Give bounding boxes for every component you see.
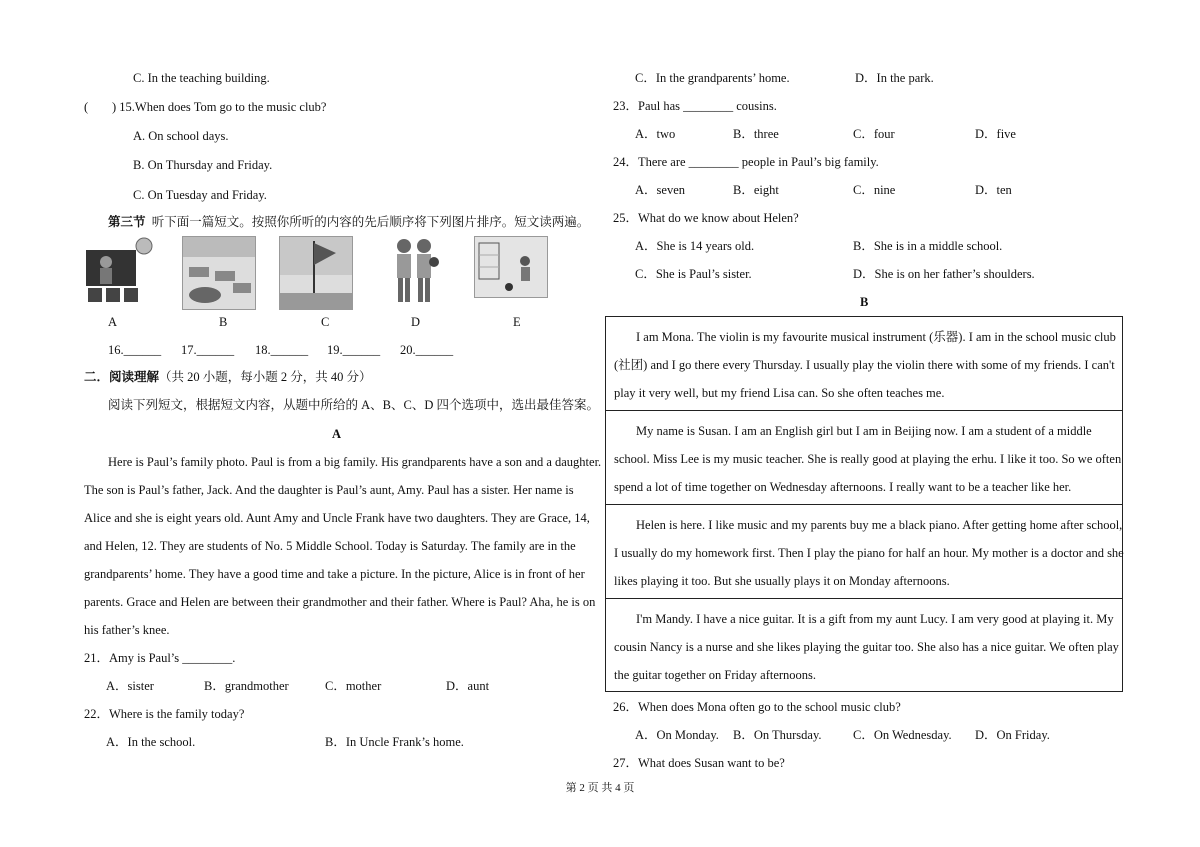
- box1-line-3: play it very well, but my friend Lisa can. So she often teaches me.: [614, 386, 945, 400]
- q26-option-d: D．On Friday.: [975, 728, 1050, 742]
- passage-b-box-susan: [605, 410, 1123, 505]
- box4-line-3: the guitar together on Friday afternoons.: [614, 668, 817, 682]
- passage-a-line-1: Here is Paul’s family photo. Paul is from a big family. His grandparents have a son and a daughter.: [108, 455, 602, 469]
- passage-a-title: A: [332, 427, 342, 441]
- part2-note: （共 20 小题，每小题 2 分，共 40 分）: [159, 370, 372, 384]
- q26-option-b: B．On Thursday.: [733, 728, 822, 742]
- q23-option-a: A．two: [635, 127, 676, 141]
- q25-option-a: A．She is 14 years old.: [635, 239, 755, 253]
- answer-blank-16: 16.______: [108, 343, 162, 357]
- q23-option-b: B．three: [733, 127, 779, 141]
- q23-option-c: C．four: [853, 127, 895, 141]
- box2-line-2: school. Miss Lee is my music teacher. She is really good at playing the erhu. I like it too. So we often: [614, 452, 1122, 466]
- q15-paren: (: [84, 100, 89, 114]
- box2-line-3: spend a lot of time together on Wednesday afternoons. I really want to be a teacher like her.: [614, 480, 1072, 494]
- picture-label-d: D: [411, 315, 421, 329]
- picture-b-classroom: [182, 236, 256, 310]
- q22-option-d: D．In the park.: [855, 71, 934, 85]
- q22-option-b: B．In Uncle Frank’s home.: [325, 735, 464, 749]
- q25-question: 25．What do we know about Helen?: [613, 211, 799, 225]
- passage-b-box-helen: [605, 504, 1123, 599]
- box2-line-1: My name is Susan. I am an English girl but I am in Beijing now. I am a student of a middle: [636, 424, 1092, 438]
- q26-option-c: C．On Wednesday.: [853, 728, 952, 742]
- part2-title: 二．阅读理解: [84, 370, 160, 384]
- q22-question: 22．Where is the family today?: [84, 707, 245, 721]
- picture-label-b: B: [219, 315, 228, 329]
- q27-question: 27．What does Susan want to be?: [613, 756, 785, 770]
- picture-label-e: E: [513, 315, 521, 329]
- q24-option-a: A．seven: [635, 183, 685, 197]
- q26-question: 26．When does Mona often go to the school music club?: [613, 700, 901, 714]
- q25-option-d: D．She is on her father’s shoulders.: [853, 267, 1035, 281]
- picture-label-c: C: [321, 315, 330, 329]
- box1-line-1: I am Mona. The violin is my favourite musical instrument (乐器). I am in the school music club: [636, 330, 1116, 344]
- page-footer: 第 2 页 共 4 页: [565, 782, 635, 794]
- picture-label-a: A: [108, 315, 118, 329]
- q14-option-c: C. In the teaching building.: [133, 71, 270, 85]
- q25-option-b: B．She is in a middle school.: [853, 239, 1003, 253]
- q21-option-a: A．sister: [106, 679, 154, 693]
- passage-b-box-mandy: [605, 598, 1123, 692]
- picture-a-teacher-blackboard: [84, 236, 156, 306]
- q22-option-c: C．In the grandparents’ home.: [635, 71, 790, 85]
- picture-c-flag-ceremony: [279, 236, 353, 310]
- q22-option-a: A．In the school.: [106, 735, 196, 749]
- q15-question: ) 15.When does Tom go to the music club?: [112, 100, 327, 114]
- box4-line-2: cousin Nancy is a nurse and she likes playing the guitar too. She also has a nice guitar. We often play: [614, 640, 1119, 654]
- box3-line-1: Helen is here. I like music and my parents buy me a black piano. After getting home after school,: [636, 518, 1123, 532]
- section3-instruction: 听下面一篇短文。按照你所听的内容的先后顺序将下列图片排序。短文读两遍。: [151, 215, 590, 229]
- passage-a-line-2: The son is Paul’s father, Jack. And the daughter is Paul’s aunt, Amy. Paul has a sister. Her name is: [84, 483, 574, 497]
- passage-b-title: B: [860, 295, 869, 309]
- answer-blank-17: 17.______: [181, 343, 235, 357]
- part2-heading: [84, 369, 372, 385]
- q24-option-b: B．eight: [733, 183, 779, 197]
- q23-option-d: D．five: [975, 127, 1016, 141]
- q26-option-a: A．On Monday.: [635, 728, 719, 742]
- q21-option-d: D．aunt: [446, 679, 490, 693]
- section3-heading: [108, 214, 589, 230]
- passage-b-box-mona: [605, 316, 1123, 411]
- q15-option-b: B. On Thursday and Friday.: [133, 158, 273, 172]
- passage-a-line-6: parents. Grace and Helen are between their grandmother and their father. Where is Paul? Aha, he is on: [84, 595, 596, 609]
- q24-question: 24．There are ________ people in Paul’s big family.: [613, 155, 879, 169]
- q15-option-c: C. On Tuesday and Friday.: [133, 188, 267, 202]
- answer-blank-18: 18.______: [255, 343, 309, 357]
- answer-blank-20: 20.______: [400, 343, 454, 357]
- box3-line-3: likes playing it too. But she usually plays it on Monday afternoons.: [614, 574, 950, 588]
- box1-line-2: (社团) and I go there every Thursday. I usually play the violin there with some of my friends. I can't: [614, 358, 1115, 372]
- box4-line-1: I'm Mandy. I have a nice guitar. It is a gift from my aunt Lucy. I am very good at playing it. My: [636, 612, 1114, 626]
- q24-option-d: D．ten: [975, 183, 1012, 197]
- q21-option-b: B．grandmother: [204, 679, 289, 693]
- passage-a-line-5: grandparents’ home. They have a good time and take a picture. In the picture, Alice is in front of her: [84, 567, 585, 581]
- section3-label: 第三节: [108, 215, 146, 229]
- part2-instruction: 阅读下列短文，根据短文内容，从题中所给的 A、B、C、D 四个选项中，选出最佳答案。: [108, 398, 599, 412]
- q25-option-c: C．She is Paul’s sister.: [635, 267, 752, 281]
- q15-option-a: A. On school days.: [133, 129, 229, 143]
- passage-a-line-3: Alice and she is eight years old. Aunt Amy and Uncle Frank have two daughters. They are Grace, 14,: [84, 511, 590, 525]
- q23-question: 23．Paul has ________ cousins.: [613, 99, 777, 113]
- q24-option-c: C．nine: [853, 183, 896, 197]
- passage-a-line-4: and Helen, 12. They are students of No. 5 Middle School. Today is Saturday. The family are in the: [84, 539, 576, 553]
- passage-a-line-7: his father’s knee.: [84, 623, 170, 637]
- box3-line-2: I usually do my homework first. Then I play the piano for half an hour. My mother is a doctor and she: [614, 546, 1124, 560]
- picture-d-two-boys: [388, 236, 440, 306]
- answer-blank-19: 19.______: [327, 343, 381, 357]
- picture-e-soccer-goal: [474, 236, 548, 298]
- q21-option-c: C．mother: [325, 679, 382, 693]
- q21-question: 21．Amy is Paul’s ________.: [84, 651, 236, 665]
